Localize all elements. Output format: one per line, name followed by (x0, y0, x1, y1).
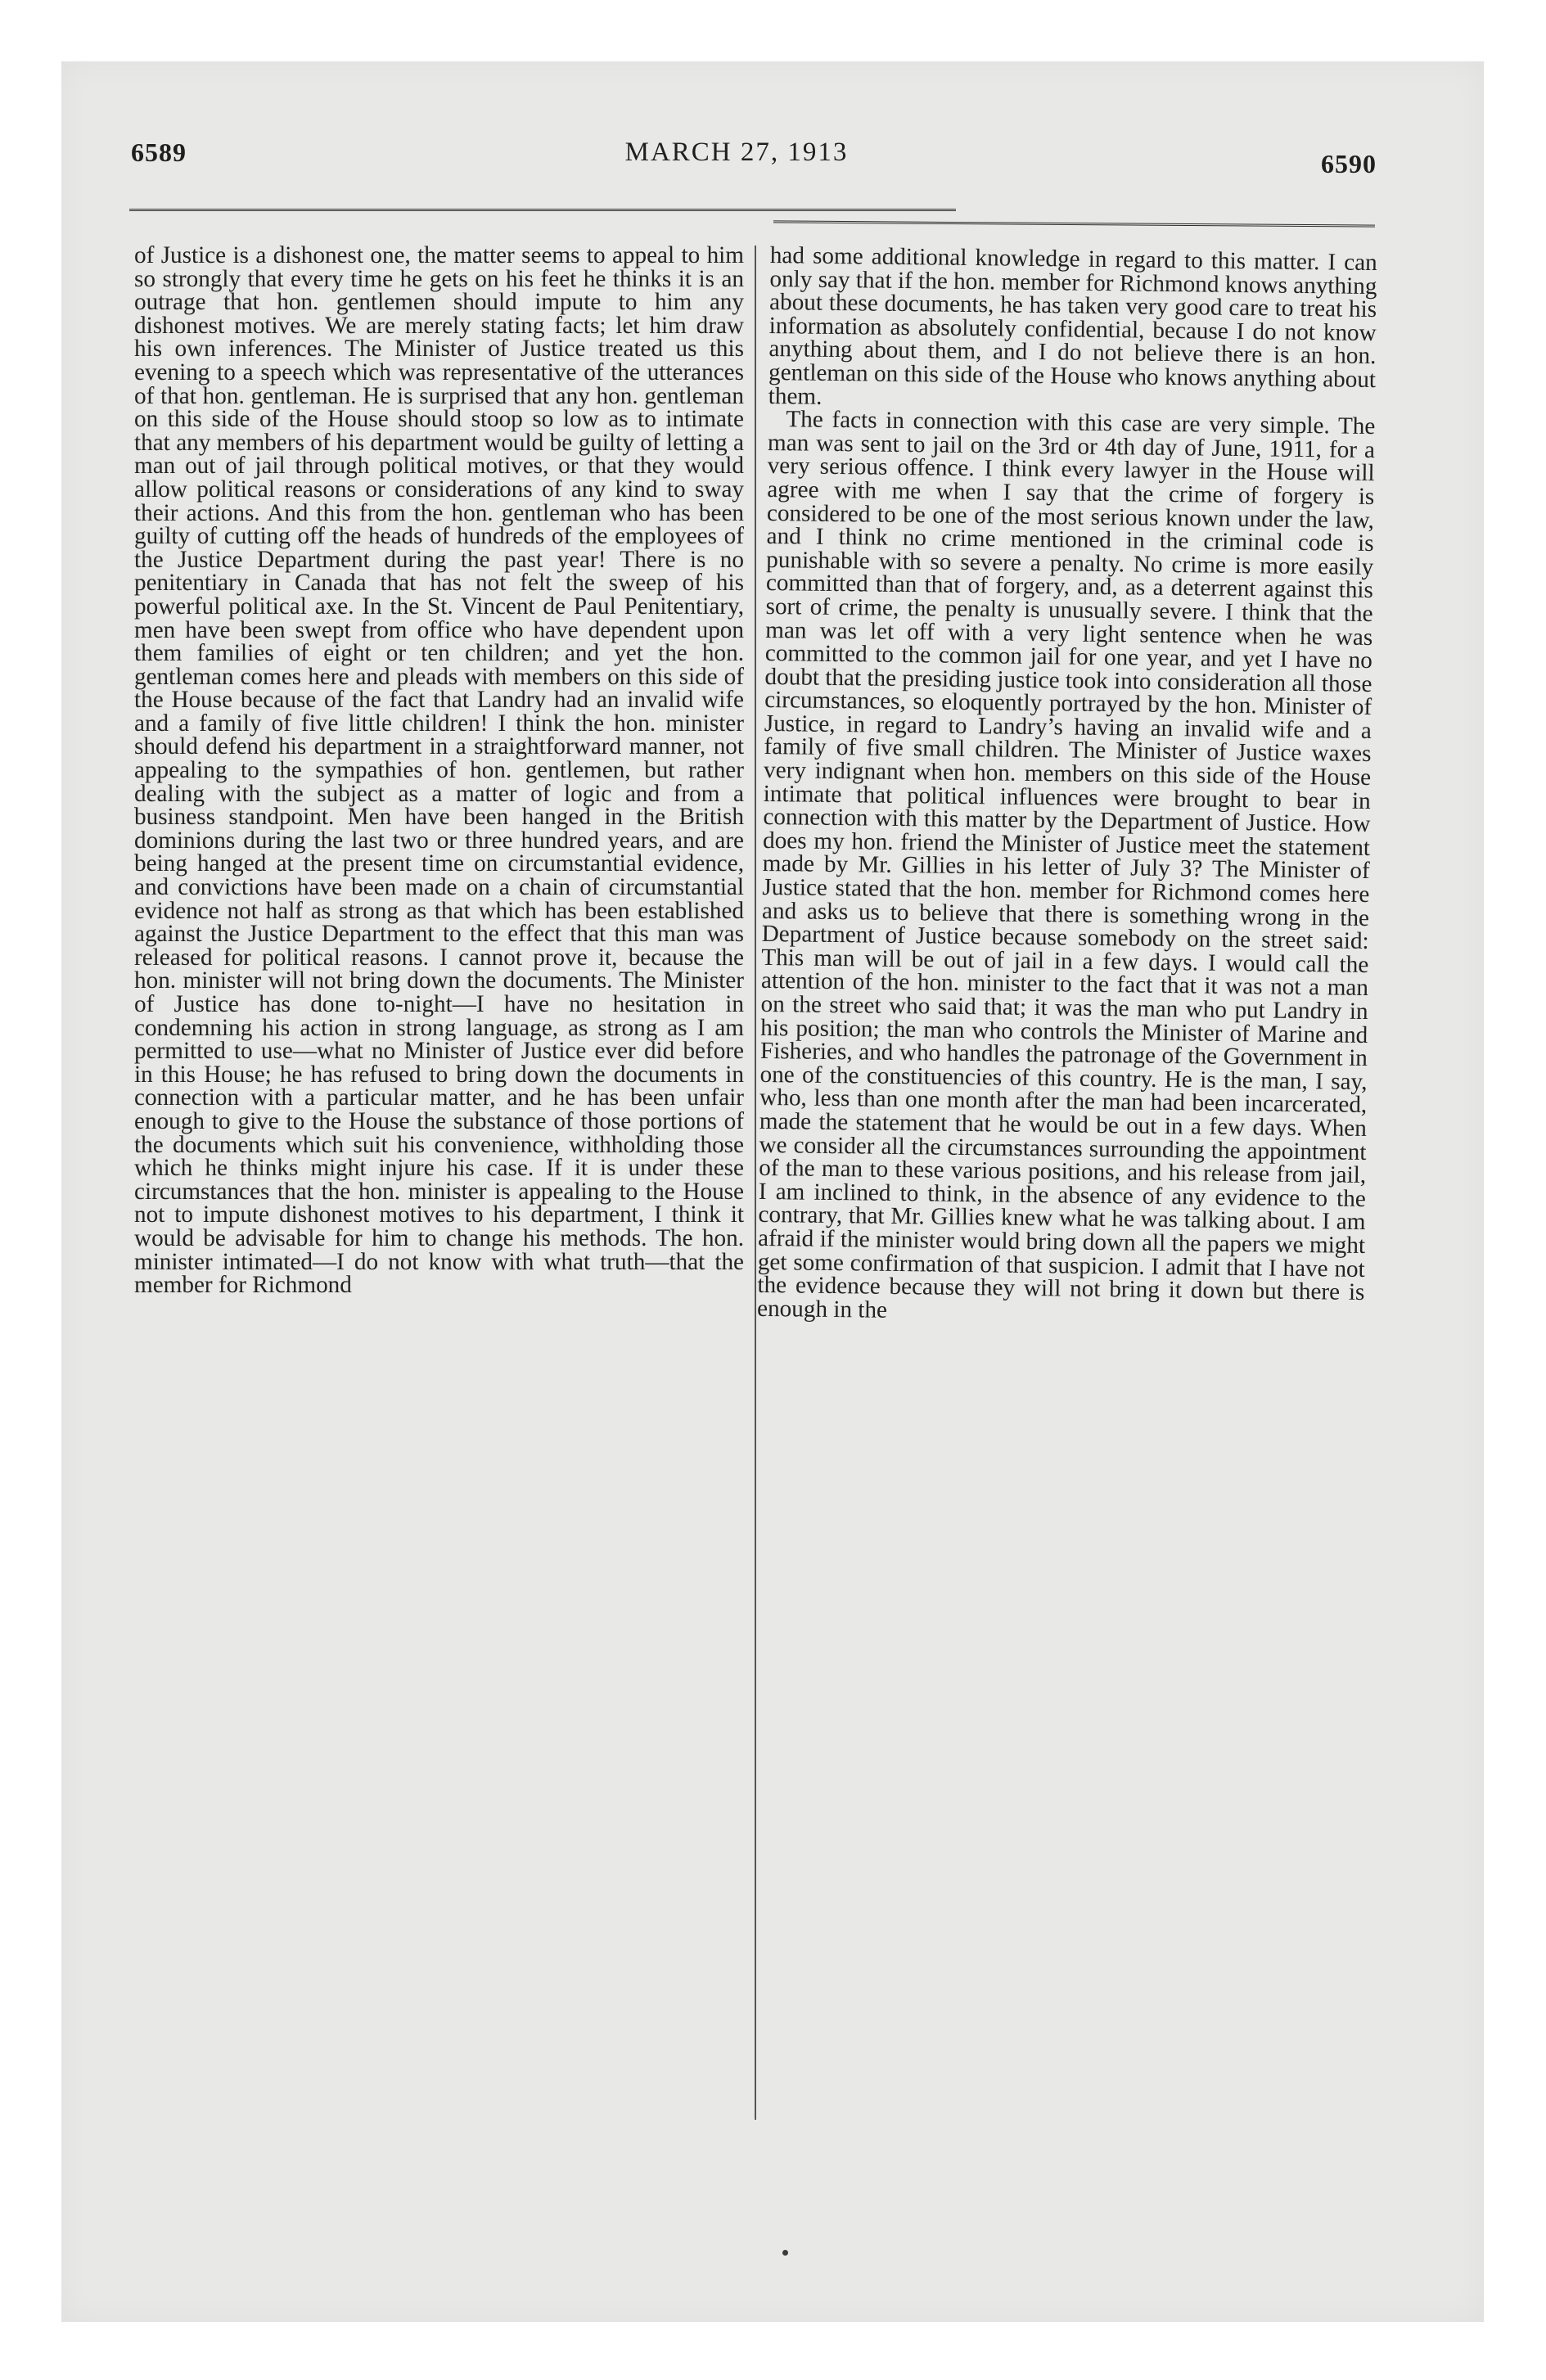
footer-mark (782, 2250, 788, 2256)
right-column (757, 244, 1377, 1327)
page-title: MARCH 27, 1913 (624, 137, 849, 167)
left-page-number: 6589 (131, 137, 187, 167)
right-column-paragraph-1: had some additional knowledge in regard to this matter. I can only say that if the hon. member for Richmond knows anything about these documents, he has taken very good care to treat his information as absolutely confidential, because I do not know anything about them, and I do not believe there is an hon. gentleman on this side of the House who knows anything about them. (768, 242, 1377, 410)
page-header (98, 137, 1375, 187)
right-page-number: 6590 (1321, 149, 1377, 178)
left-column (134, 244, 744, 1297)
column-divider (755, 246, 756, 2120)
header-rule-left (129, 209, 956, 211)
left-column-text: of Justice is a dishonest one, the matter seems to appeal to him so strongly that every time he gets on his feet he thinks it is an outrage that hon. gentlemen should impute to him any dishonest motives. We are merely stating facts; let him draw his own inferences. The Minister of Justice treated us this evening to a speech which was representative of the utterances of that hon. gentleman. He is surprised that any hon. gentleman on this side of the House should stoop so low as to intimate that any members of his department would be guilty of letting a man out of jail through political motives, or that they would allow political reasons or considerations of any kind to sway their actions. And this from the hon. gentleman who has been guilty of cutting off the heads of hundreds of the employees of the Justice Department during the past year! There is no penitentiary in Canada that has not felt the sweep of his powerful political axe. In the St. Vincent de Paul Penitentiary, men have been swept from office who have dependent upon them families of eight or ten children; and yet the hon. gentleman comes here and pleads with members on this side of the House because of the fact that Landry had an invalid wife and a family of five little children! I think the hon. minister should defend his department in a straightforward manner, not appealing to the sympathies of hon. gentlemen, but rather dealing with the subject as a matter of logic and from a business standpoint. Men have been hanged in the British dominions during the last two or three hundred years, and are being hanged at the present time on circumstantial evidence, and convictions have been made on a chain of circumstantial evidence not half as strong as that which has been established against the Justice Department to the effect that this man was released for political reasons. I cannot prove it, because the hon. minister will not bring down the documents. The Minister of Justice has done to-night—I have no hesitation in condemning his action in strong language, as strong as I am permitted to use—what no Minister of Justice ever did before in this House; he has refused to bring down the documents in connection with a particular matter, and he has been unfair enough to give to the House the substance of those portions of the documents which suit his convenience, withholding those which he thinks might injure his case. If it is under these circumstances that the hon. minister is appealing to the House not to impute dishonest motives to his department, I think it would be advisable for him to change his methods. The hon. minister intimated—I do not know with what truth—that the member for Richmond (134, 242, 744, 1299)
right-column-paragraph-2: The facts in connection with this case are very simple. The man was sent to jail on the 3rd or 4th day of June, 1911, for a very serious offence. I think every lawyer in the House will agree with me when I say that the crime of forgery is considered to be one of the most serious known under the law, and I think no crime mentioned in the criminal code is punishable with so severe a penalty. No crime is more easily committed than that of forgery, and, as a deterrent against this sort of crime, the penalty is unusually severe. I think that the man was let off with a very light sentence when he was committed to the common jail for one year, and yet I have no doubt that the presiding justice took into consideration all those circumstances, so eloquently portrayed by the hon. Minister of Justice, in regard to Landry’s having an invalid wife and a family of five small children. The Minister of Justice waxes very indignant when hon. members on this side of the House intimate that political influences were brought to bear in connection with this matter by the Department of Justice. How does my hon. friend the Minister of Justice meet the statement made by Mr. Gillies in his letter of July 3? The Minister of Justice stated that the hon. member for Richmond comes here and asks us to believe that there is something wrong in the Department of Justice because somebody on the street said: This man will be out of jail in a few days. I would call the attention of the hon. minister to the fact that it was not a man on the street who said that; it was the man who put Landry in his position; the man who controls the Minister of Marine and Fisheries, and who handles the patronage of the Government in one of the constituencies of this country. He is the man, I say, who, less than one month after the man had been incarcerated, made the statement that he would be out in a few days. When we consider all the circumstances surrounding the appointment of the man to these various positions, and his release from jail, I am inclined to think, in the absence of any evidence to the contrary, that Mr. Gillies knew what he was talking about. I am afraid if the minister would bring down all the papers we might get some confirmation of that suspicion. I admit that I have not the evidence because they will not bring it down but there is enough in the (756, 406, 1376, 1323)
